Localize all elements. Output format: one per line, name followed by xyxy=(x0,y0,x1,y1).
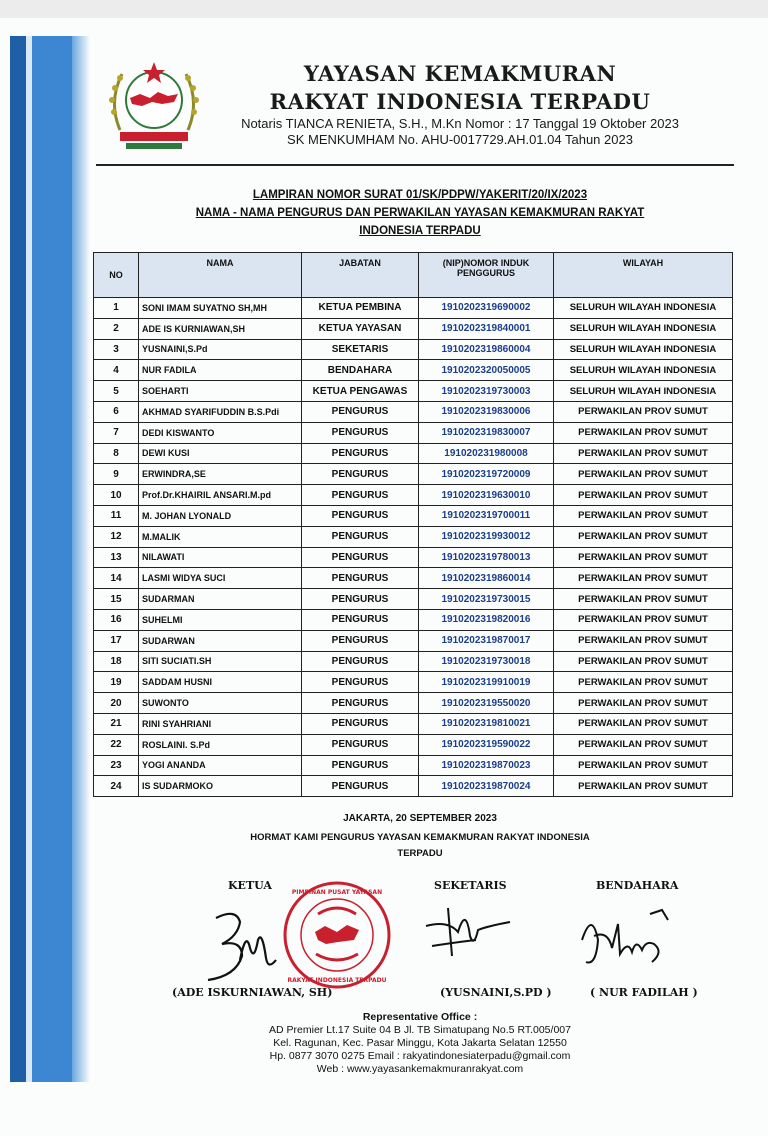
cell-nip: 1910202319690002 xyxy=(419,298,554,319)
cell-nama: SITI SUCIATI.SH xyxy=(139,651,302,672)
cell-no: 2 xyxy=(94,318,139,339)
cell-jabatan: KETUA PEMBINA xyxy=(302,298,419,319)
cell-jabatan: PENGURUS xyxy=(302,609,419,630)
cell-wilayah: PERWAKILAN PROV SUMUT xyxy=(554,589,733,610)
table-row xyxy=(94,589,733,610)
cell-nama: IS SUDARMOKO xyxy=(139,776,302,797)
role-ketua: KETUA xyxy=(228,879,272,892)
cell-nama: NUR FADILA xyxy=(139,360,302,381)
table-row xyxy=(94,381,733,402)
signature-ketua-icon xyxy=(196,900,286,988)
org-name-line2: RAKYAT INDONESIA TERPADU xyxy=(269,89,651,114)
cell-wilayah: PERWAKILAN PROV SUMUT xyxy=(554,443,733,464)
cell-nama: SUDARWAN xyxy=(139,630,302,651)
cell-jabatan: PENGURUS xyxy=(302,589,419,610)
cell-nama: ERWINDRA,SE xyxy=(139,464,302,485)
col-header-jabatan: JABATAN xyxy=(302,253,419,298)
col-header-no: NO xyxy=(94,253,139,298)
table-row xyxy=(94,734,733,755)
role-bendahara: BENDAHARA xyxy=(596,879,679,892)
cell-nama: SUDARMAN xyxy=(139,589,302,610)
cell-no: 9 xyxy=(94,464,139,485)
cell-nama: SUHELMI xyxy=(139,609,302,630)
cell-jabatan: PENGURUS xyxy=(302,776,419,797)
cell-nip: 1910202319720009 xyxy=(419,464,554,485)
table-header-row xyxy=(94,253,733,298)
cell-no: 6 xyxy=(94,401,139,422)
cell-no: 14 xyxy=(94,568,139,589)
cell-nip: 1910202319830006 xyxy=(419,401,554,422)
office-title: Representative Office : xyxy=(362,1011,478,1023)
table-row xyxy=(94,443,733,464)
cell-wilayah: SELURUH WILAYAH INDONESIA xyxy=(554,318,733,339)
cell-wilayah: SELURUH WILAYAH INDONESIA xyxy=(554,339,733,360)
cell-jabatan: PENGURUS xyxy=(302,713,419,734)
foundation-logo-icon xyxy=(100,52,208,160)
cell-nip: 1910202320050005 xyxy=(419,360,554,381)
cell-jabatan: PENGURUS xyxy=(302,485,419,506)
cell-nama: AKHMAD SYARIFUDDIN B.S.Pdi xyxy=(139,401,302,422)
official-stamp-icon xyxy=(282,880,392,990)
cell-nama: SOEHARTI xyxy=(139,381,302,402)
cell-no: 10 xyxy=(94,485,139,506)
doc-title-line2: NAMA - NAMA PENGURUS DAN PERWAKILAN YAYASAN KEMAKMURAN RAKYAT xyxy=(195,207,645,219)
cell-jabatan: SEKETARIS xyxy=(302,339,419,360)
cell-no: 17 xyxy=(94,630,139,651)
cell-wilayah: PERWAKILAN PROV SUMUT xyxy=(554,734,733,755)
signer-name-seketaris: (YUSNAINI,S.PD ) xyxy=(440,986,552,999)
cell-no: 22 xyxy=(94,734,139,755)
table-row xyxy=(94,505,733,526)
cell-wilayah: PERWAKILAN PROV SUMUT xyxy=(554,630,733,651)
cell-wilayah: PERWAKILAN PROV SUMUT xyxy=(554,568,733,589)
cell-jabatan: PENGURUS xyxy=(302,672,419,693)
cell-jabatan: PENGURUS xyxy=(302,443,419,464)
col-header-nip: (NIP)NOMOR INDUK PENGGURUS xyxy=(419,253,554,298)
cell-nip: 1910202319910019 xyxy=(419,672,554,693)
cell-no: 13 xyxy=(94,547,139,568)
table-row xyxy=(94,568,733,589)
cell-nip: 1910202319630010 xyxy=(419,485,554,506)
office-contact: Hp. 0877 3070 0275 Email : rakyatindonesiaterpadu@gmail.com xyxy=(269,1050,571,1062)
signature-seketaris-icon xyxy=(418,896,518,966)
cell-jabatan: PENGURUS xyxy=(302,526,419,547)
cell-no: 15 xyxy=(94,589,139,610)
cell-no: 16 xyxy=(94,609,139,630)
doc-title-line3: INDONESIA TERPADU xyxy=(359,225,481,237)
table-row xyxy=(94,401,733,422)
table-row xyxy=(94,651,733,672)
cell-nama: SUWONTO xyxy=(139,693,302,714)
cell-wilayah: SELURUH WILAYAH INDONESIA xyxy=(554,381,733,402)
table-row xyxy=(94,464,733,485)
cell-nama: SADDAM HUSNI xyxy=(139,672,302,693)
cell-nama: YUSNAINI,S.Pd xyxy=(139,339,302,360)
cell-no: 18 xyxy=(94,651,139,672)
cell-jabatan: PENGURUS xyxy=(302,422,419,443)
cell-no: 19 xyxy=(94,672,139,693)
cell-jabatan: PENGURUS xyxy=(302,505,419,526)
table-row xyxy=(94,526,733,547)
table-row xyxy=(94,609,733,630)
doc-title-line1: LAMPIRAN NOMOR SURAT 01/SK/PDPW/YAKERIT/20/IX/2023 xyxy=(252,189,588,201)
cell-nama: M.MALIK xyxy=(139,526,302,547)
cell-jabatan: BENDAHARA xyxy=(302,360,419,381)
table-row xyxy=(94,547,733,568)
cell-nip: 1910202319870017 xyxy=(419,630,554,651)
cell-no: 12 xyxy=(94,526,139,547)
cell-no: 23 xyxy=(94,755,139,776)
cell-nama: ROSLAINI. S.Pd xyxy=(139,734,302,755)
cell-jabatan: PENGURUS xyxy=(302,755,419,776)
signer-name-bendahara: ( NUR FADILAH ) xyxy=(590,986,698,999)
members-table xyxy=(93,252,733,797)
letterhead xyxy=(210,60,710,148)
table-row xyxy=(94,630,733,651)
place-date: JAKARTA, 20 SEPTEMBER 2023 xyxy=(343,813,497,824)
table-row xyxy=(94,672,733,693)
cell-jabatan: PENGURUS xyxy=(302,568,419,589)
cell-nip: 1910202319810021 xyxy=(419,713,554,734)
org-name-line1: YAYASAN KEMAKMURAN xyxy=(303,61,617,86)
header-divider xyxy=(96,164,734,166)
cell-no: 5 xyxy=(94,381,139,402)
office-website: Web : www.yayasankemakmuranrakyat.com xyxy=(316,1063,524,1075)
cell-wilayah: PERWAKILAN PROV SUMUT xyxy=(554,401,733,422)
office-address-line2: Kel. Ragunan, Kec. Pasar Minggu, Kota Jakarta Selatan 12550 xyxy=(273,1037,567,1049)
cell-nip: 1910202319780013 xyxy=(419,547,554,568)
table-row xyxy=(94,360,733,381)
cell-no: 8 xyxy=(94,443,139,464)
cell-nama: YOGI ANANDA xyxy=(139,755,302,776)
cell-wilayah: PERWAKILAN PROV SUMUT xyxy=(554,505,733,526)
cell-nama: SONI IMAM SUYATNO SH,MH xyxy=(139,298,302,319)
cell-nama: DEDI KISWANTO xyxy=(139,422,302,443)
table-row xyxy=(94,693,733,714)
side-stripe-dark xyxy=(10,36,26,1082)
cell-nip: 1910202319870024 xyxy=(419,776,554,797)
cell-jabatan: KETUA YAYASAN xyxy=(302,318,419,339)
col-header-nama: NAMA xyxy=(139,253,302,298)
cell-no: 11 xyxy=(94,505,139,526)
cell-wilayah: PERWAKILAN PROV SUMUT xyxy=(554,526,733,547)
cell-jabatan: PENGURUS xyxy=(302,693,419,714)
cell-jabatan: KETUA PENGAWAS xyxy=(302,381,419,402)
cell-nip: 1910202319860004 xyxy=(419,339,554,360)
cell-nip: 1910202319730015 xyxy=(419,589,554,610)
cell-wilayah: PERWAKILAN PROV SUMUT xyxy=(554,693,733,714)
svg-text:PIMPINAN PUSAT YAYASAN: PIMPINAN PUSAT YAYASAN xyxy=(291,889,383,896)
cell-nip: 1910202319840001 xyxy=(419,318,554,339)
cell-wilayah: PERWAKILAN PROV SUMUT xyxy=(554,672,733,693)
cell-nip: 1910202319830007 xyxy=(419,422,554,443)
cell-nama: Prof.Dr.KHAIRIL ANSARI.M.pd xyxy=(139,485,302,506)
cell-nip: 1910202319700011 xyxy=(419,505,554,526)
cell-nip: 1910202319590022 xyxy=(419,734,554,755)
role-seketaris: SEKETARIS xyxy=(434,879,507,892)
cell-no: 4 xyxy=(94,360,139,381)
cell-no: 3 xyxy=(94,339,139,360)
cell-nip: 1910202319820016 xyxy=(419,609,554,630)
cell-wilayah: PERWAKILAN PROV SUMUT xyxy=(554,422,733,443)
col-header-wilayah: WILAYAH xyxy=(554,253,733,298)
cell-jabatan: PENGURUS xyxy=(302,651,419,672)
cell-nip: 1910202319860014 xyxy=(419,568,554,589)
cell-no: 20 xyxy=(94,693,139,714)
svg-text:RAKYAT INDONESIA TERPADU: RAKYAT INDONESIA TERPADU xyxy=(287,977,387,984)
cell-jabatan: PENGURUS xyxy=(302,401,419,422)
cell-wilayah: PERWAKILAN PROV SUMUT xyxy=(554,485,733,506)
cell-wilayah: PERWAKILAN PROV SUMUT xyxy=(554,776,733,797)
side-stripe-light xyxy=(32,36,72,1082)
cell-nip: 1910202319930012 xyxy=(419,526,554,547)
cell-nip: 1910202319730003 xyxy=(419,381,554,402)
cell-nama: NILAWATI xyxy=(139,547,302,568)
cell-wilayah: PERWAKILAN PROV SUMUT xyxy=(554,713,733,734)
cell-jabatan: PENGURUS xyxy=(302,630,419,651)
cell-nip: 1910202319870023 xyxy=(419,755,554,776)
cell-nip: 1910202319550020 xyxy=(419,693,554,714)
cell-nama: M. JOHAN LYONALD xyxy=(139,505,302,526)
cell-wilayah: SELURUH WILAYAH INDONESIA xyxy=(554,360,733,381)
cell-jabatan: PENGURUS xyxy=(302,734,419,755)
side-stripe-fade xyxy=(72,36,90,1082)
cell-wilayah: PERWAKILAN PROV SUMUT xyxy=(554,755,733,776)
cell-no: 24 xyxy=(94,776,139,797)
cell-jabatan: PENGURUS xyxy=(302,547,419,568)
cell-nip: 1910202319730018 xyxy=(419,651,554,672)
cell-no: 7 xyxy=(94,422,139,443)
cell-nama: LASMI WIDYA SUCI xyxy=(139,568,302,589)
cell-nama: DEWI KUSI xyxy=(139,443,302,464)
cell-nama: ADE IS KURNIAWAN,SH xyxy=(139,318,302,339)
cell-nama: RINI SYAHRIANI xyxy=(139,713,302,734)
cell-jabatan: PENGURUS xyxy=(302,464,419,485)
notary-line: Notaris TIANCA RENIETA, S.H., M.Kn Nomor : 17 Tanggal 19 Oktober 2023 xyxy=(241,116,679,131)
table-row xyxy=(94,298,733,319)
signature-bendahara-icon xyxy=(572,900,682,976)
regards-line1: HORMAT KAMI PENGURUS YAYASAN KEMAKMURAN RAKYAT INDONESIA xyxy=(250,832,590,843)
cell-nip: 191020231980008 xyxy=(419,443,554,464)
cell-wilayah: PERWAKILAN PROV SUMUT xyxy=(554,651,733,672)
table-row xyxy=(94,339,733,360)
table-row xyxy=(94,713,733,734)
cell-wilayah: PERWAKILAN PROV SUMUT xyxy=(554,464,733,485)
cell-wilayah: PERWAKILAN PROV SUMUT xyxy=(554,547,733,568)
cell-no: 1 xyxy=(94,298,139,319)
table-row xyxy=(94,318,733,339)
table-row xyxy=(94,776,733,797)
table-row xyxy=(94,755,733,776)
signer-name-ketua: (ADE ISKURNIAWAN, SH) xyxy=(172,986,333,999)
cell-wilayah: SELURUH WILAYAH INDONESIA xyxy=(554,298,733,319)
table-row xyxy=(94,422,733,443)
regards-line2: TERPADU xyxy=(397,848,443,859)
office-address-line1: AD Premier Lt.17 Suite 04 B Jl. TB Simatupang No.5 RT.005/007 xyxy=(269,1024,571,1036)
table-row xyxy=(94,485,733,506)
sk-line: SK MENKUMHAM No. AHU-0017729.AH.01.04 Tahun 2023 xyxy=(287,132,633,147)
cell-wilayah: PERWAKILAN PROV SUMUT xyxy=(554,609,733,630)
cell-no: 21 xyxy=(94,713,139,734)
